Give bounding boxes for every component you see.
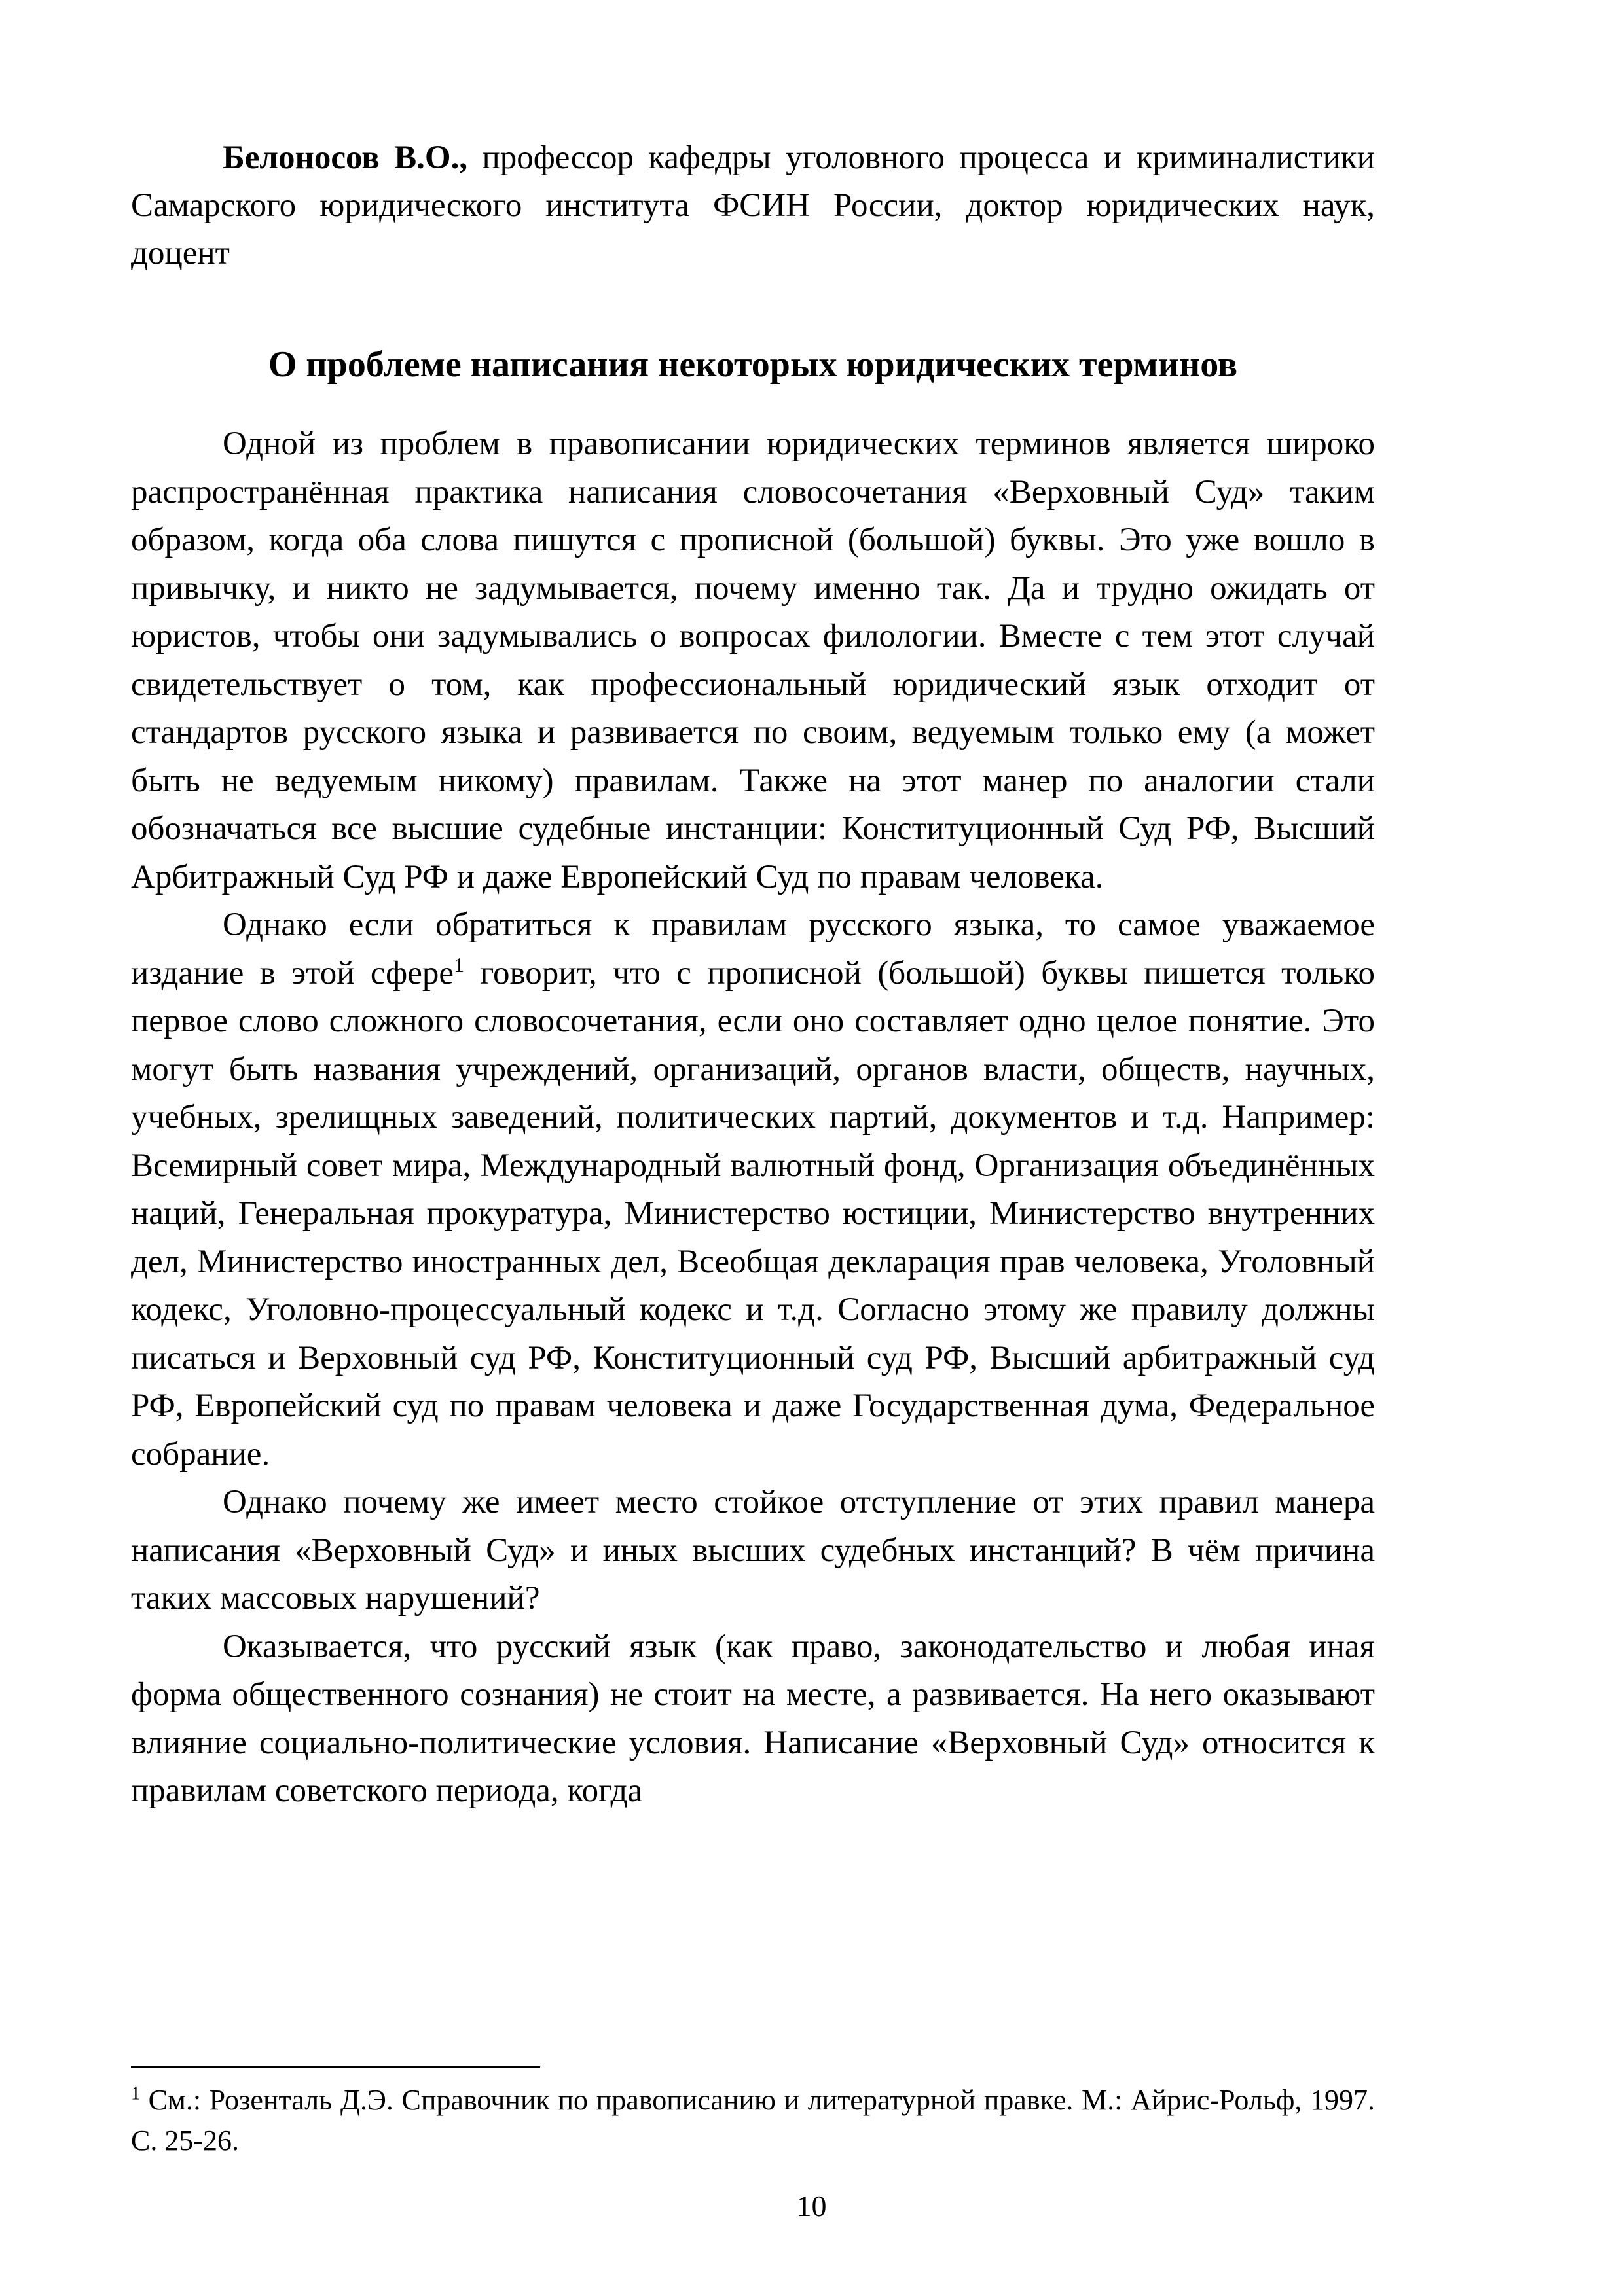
- author-line: [131, 134, 1375, 278]
- footnote: [131, 2080, 1375, 2161]
- author-name: Белоносов В.О.,: [223, 139, 468, 176]
- article-title: О проблеме написания некоторых юридических терминов: [268, 344, 1238, 385]
- document-page: [131, 134, 1375, 1816]
- paragraph-1: Одной из проблем в правописании юридических терминов является широко распространённая практика написания словосочетания «Верховный Суд» таким образом, когда оба слова пишутся с прописной (большой) буквы. Это уже вошло в привычку, и никто не задумывается, почему именно так. Да и трудно ожидать от юристов, чтобы они задумывались о вопросах филологии. Вместе с тем этот случай свидетельствует о том, как профессиональный юридический язык отходит от стандартов русского языка и развивается по своим, ведуемым только ему (а может быть не ведуемым никому) правилам. Также на этот манер по аналогии стали обозначаться все высшие судебные инстанции: Конституционный Суд РФ, Высший Арбитражный Суд РФ и даже Европейский Суд по правам человека.: [131, 425, 1375, 895]
- footnote-separator: [131, 2066, 540, 2068]
- paragraph-3: Однако почему же имеет место стойкое отступление от этих правил манера написания «Верховный Суд» и иных высших судебных инстанций? В чём причина таких массовых нарушений?: [131, 1484, 1375, 1617]
- paragraph-4: Оказывается, что русский язык (как право, законодательство и любая иная форма общественного сознания) не стоит на месте, а развивается. На него оказывают влияние социально-политические условия. Написание «Верховный Суд» относится к правилам советского периода, когда: [131, 1628, 1375, 1809]
- footnote-reference: 1: [453, 952, 464, 977]
- paragraph-2-start: Однако если обратиться к правилам русского языка, то самое уважаемое издание в этой сфере: [131, 906, 1375, 992]
- author-affiliation: профессор кафедры уголовного процесса и криминалистики Самарского юридического института ФСИН России, доктор юридических наук, доцент: [131, 139, 1375, 272]
- footnote-text: См.: Розенталь Д.Э. Справочник по правописанию и литературной правке. М.: Айрис-Рольф, 1997. С. 25-26.: [131, 2084, 1375, 2157]
- page-number: 10: [796, 2189, 827, 2223]
- paragraph-2-end: говорит, что с прописной (большой) буквы пишется только первое слово сложного словосочетания, если оно составляет одно целое понятие. Это могут быть названия учреждений, организаций, органов власти, обществ, научных, учебных, зрелищных заведений, политических партий, документов и т.д. Например: Всемирный совет мира, Международный валютный фонд, Организация объединённых наций, Генеральная прокуратура, Министерство юстиции, Министерство внутренних дел, Министерство иностранных дел, Всеобщая декларация прав человека, Уголовный кодекс, Уголовно-процессуальный кодекс и т.д. Согласно этому же правилу должны писаться и Верховный суд РФ, Конституционный суд РФ, Высший арбитражный суд РФ, Европейский суд по правам человека и даже Государственная дума, Федеральное собрание.: [131, 954, 1375, 1473]
- footnote-marker: 1: [131, 2083, 140, 2104]
- paragraph-2: [131, 901, 1375, 1479]
